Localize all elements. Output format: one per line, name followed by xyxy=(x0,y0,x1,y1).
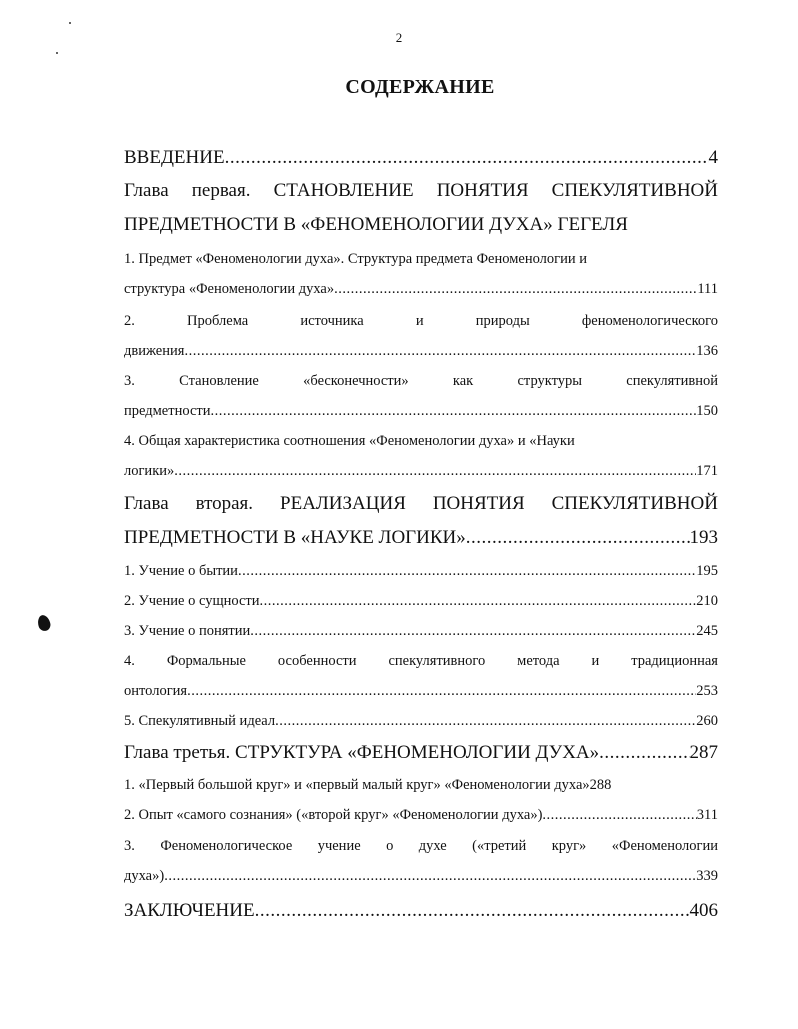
toc-entry-page: 253 xyxy=(696,683,718,699)
toc-section-3-1[interactable]: 1. «Первый большой круг» и «первый малый круг» «Феноменологии духа» 288 xyxy=(124,777,612,793)
toc-entry-page: 195 xyxy=(696,563,718,579)
toc-entry-page: 288 xyxy=(589,777,612,793)
toc-entry-page: 339 xyxy=(696,868,718,884)
toc-chapter-2-line2[interactable]: ПРЕДМЕТНОСТИ В «НАУКЕ ЛОГИКИ» ..... 193 xyxy=(124,527,718,549)
toc-section-1-2-line1[interactable]: 2. Проблема источника и природы феноменологического xyxy=(124,313,718,329)
toc-section-2-2[interactable]: 2. Учение о сущности ..... 210 xyxy=(124,593,718,610)
toc-section-1-4-line2[interactable]: логики» ..... 171 xyxy=(124,463,718,480)
toc-entry-page: 193 xyxy=(689,527,718,548)
toc-section-1-2-line2[interactable]: движения ..... 136 xyxy=(124,343,718,360)
toc-entry-page: 245 xyxy=(696,623,718,639)
toc-entry-page: 4 xyxy=(708,147,718,168)
page-title: СОДЕРЖАНИЕ xyxy=(345,76,495,98)
toc-section-2-4-line1[interactable]: 4. Формальные особенности спекулятивного метода и традиционная xyxy=(124,653,718,669)
toc-section-1-3-line1[interactable]: 3. Становление «бесконечности» как структуры спекулятивной xyxy=(124,373,718,389)
toc-entry-page: 150 xyxy=(696,403,718,419)
toc-section-2-1[interactable]: 1. Учение о бытии ..... 195 xyxy=(124,563,718,580)
toc-section-2-4-line2[interactable]: онтология ..... 253 xyxy=(124,683,718,700)
toc-section-1-1-line1[interactable]: 1. Предмет «Феноменологии духа». Структура предмета Феноменологии и xyxy=(124,251,587,267)
toc-chapter-2-line1[interactable]: Глава вторая. РЕАЛИЗАЦИЯ ПОНЯТИЯ СПЕКУЛЯТИВНОЙ xyxy=(124,493,718,514)
toc-section-1-3-line2[interactable]: предметности ..... 150 xyxy=(124,403,718,420)
toc-entry-title: ВВЕДЕНИЕ xyxy=(124,147,225,168)
scan-speck xyxy=(56,52,58,54)
toc-section-1-1-line2[interactable]: структура «Феноменологии духа» ..... 111 xyxy=(124,281,718,298)
toc-entry-page: 311 xyxy=(696,807,718,823)
toc-section-2-5[interactable]: 5. Спекулятивный идеал ..... 260 xyxy=(124,713,718,730)
scan-artifact-mark xyxy=(36,614,52,633)
toc-entry-conclusion[interactable]: ЗАКЛЮЧЕНИЕ ..... 406 xyxy=(124,900,718,922)
toc-section-2-3[interactable]: 3. Учение о понятии ..... 245 xyxy=(124,623,718,640)
toc-section-1-4-line1[interactable]: 4. Общая характеристика соотношения «Феноменологии духа» и «Науки xyxy=(124,433,575,449)
toc-chapter-1-line2[interactable]: ПРЕДМЕТНОСТИ В «ФЕНОМЕНОЛОГИИ ДУХА» ГЕГЕЛЯ xyxy=(124,214,628,235)
toc-entry-page: 287 xyxy=(689,742,718,763)
toc-entry-intro[interactable] xyxy=(124,147,718,169)
toc-chapter-3[interactable]: Глава третья. СТРУКТУРА «ФЕНОМЕНОЛОГИИ ДУХА» ..... 287 xyxy=(124,742,718,764)
toc-entry-page: 210 xyxy=(696,593,718,609)
toc-section-3-2[interactable]: 2. Опыт «самого сознания» («второй круг» «Феноменологии духа») ..... 311 xyxy=(124,807,718,824)
toc-section-3-3-line2[interactable]: духа») ..... 339 xyxy=(124,868,718,885)
toc-entry-page: 260 xyxy=(696,713,718,729)
toc-entry-page: 406 xyxy=(689,900,718,921)
page-number: 2 xyxy=(395,30,403,45)
toc-entry-page: 111 xyxy=(697,281,718,297)
toc-entry-page: 171 xyxy=(696,463,718,479)
toc-chapter-1-line1[interactable]: Глава первая. СТАНОВЛЕНИЕ ПОНЯТИЯ СПЕКУЛЯТИВНОЙ xyxy=(124,180,718,201)
toc-section-3-3-line1[interactable]: 3. Феноменологическое учение о духе («третий круг» «Феноменологии xyxy=(124,838,718,854)
scan-speck xyxy=(69,22,71,24)
toc-entry-page: 136 xyxy=(696,343,718,359)
